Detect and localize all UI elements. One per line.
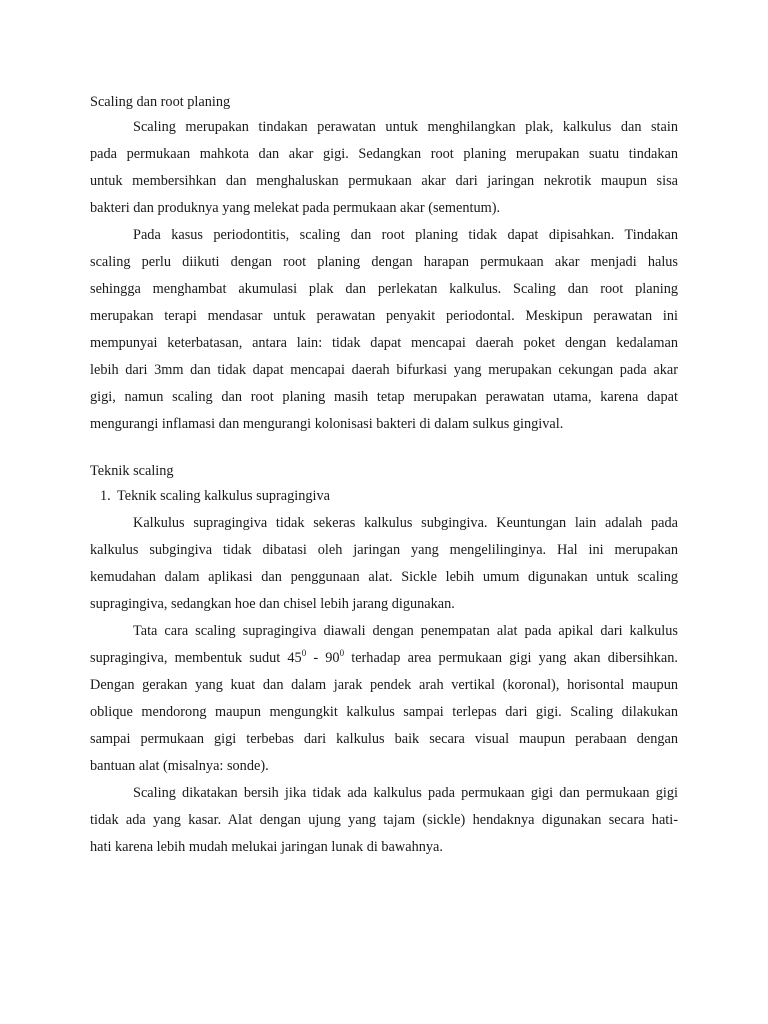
paragraph-line: mengurangi inflamasi dan mengurangi kolonisasi bakteri di dalam sulkus gingival. [90,416,564,432]
paragraph-line: tidak ada yang kasar. Alat dengan ujung yang tajam (sickle) hendaknya digunakan secara hati- [90,812,678,828]
paragraph-line: kemudahan dalam aplikasi dan penggunaan alat. Sickle lebih umum digunakan untuk scaling [90,569,678,585]
angle-text-post: terhadap area permukaan gigi yang akan dibersihkan. [344,650,678,666]
paragraph-line: untuk membersihkan dan menghaluskan permukaan akar dari jaringan nekrotik maupun sisa [90,173,678,189]
degree-superscript: 0 [339,648,345,659]
paragraph-line: sampai permukaan gigi terbebas dari kalkulus baik secara visual maupun perabaan dengan [90,731,678,747]
paragraph-line: Dengan gerakan yang kuat dan dalam jarak pendek arah vertikal (koronal), horisontal maupun [90,677,678,693]
paragraph-line: lebih dari 3mm dan tidak dapat mencapai daerah bifurkasi yang merupakan cekungan pada akar [90,362,678,378]
paragraph-line: gigi, namun scaling dan root planing masih tetap merupakan perawatan utama, karena dapat [90,389,678,405]
list-item-title: Teknik scaling kalkulus supragingiva [117,488,331,504]
paragraph-line: bakteri dan produknya yang melekat pada permukaan akar (sementum). [90,200,501,216]
document-page [90,91,678,861]
paragraph-line: supragingiva, sedangkan hoe dan chisel lebih jarang digunakan. [90,596,455,612]
paragraph-line: pada permukaan mahkota dan akar gigi. Sedangkan root planing merupakan suatu tindakan [90,146,678,162]
paragraph-line: sehingga menghambat akumulasi plak dan perlekatan kalkulus. Scaling dan root planing [90,281,678,297]
angle-text-mid: - 90 [306,650,340,666]
paragraph-line: Scaling merupakan tindakan perawatan untuk menghilangkan plak, kalkulus dan stain [133,119,678,135]
degree-superscript: 0 [301,648,307,659]
paragraph-line: hati karena lebih mudah melukai jaringan lunak di bawahnya. [90,839,443,855]
paragraph-scaling-definition [90,114,678,222]
paragraph-scaling-bersih [90,780,678,861]
paragraph-line: kalkulus subgingiva tidak dibatasi oleh jaringan yang mengelilinginya. Hal ini merupakan [90,542,678,558]
paragraph-line-angle [90,645,678,672]
paragraph-line: merupakan terapi mendasar untuk perawatan penyakit periodontal. Meskipun perawatan ini [90,308,678,324]
paragraph-line: Pada kasus periodontitis, scaling dan root planing tidak dapat dipisahkan. Tindakan [133,227,678,243]
list-item-supragingiva [90,483,678,510]
paragraph-line: bantuan alat (misalnya: sonde). [90,758,269,774]
paragraph-line: Scaling dikatakan bersih jika tidak ada kalkulus pada permukaan gigi dan permukaan gigi [133,785,678,801]
paragraph-periodontitis [90,222,678,438]
paragraph-line: Kalkulus supragingiva tidak sekeras kalkulus subgingiva. Keuntungan lain adalah pada [133,515,678,531]
list-item-number: 1. [100,488,111,504]
paragraph-line: oblique mendorong maupun mengungkit kalkulus sampai terlepas dari gigi. Scaling dilakukan [90,704,678,720]
paragraph-tata-cara [90,618,678,780]
section-title-teknik-scaling: Teknik scaling [90,463,174,479]
paragraph-line: mempunyai keterbatasan, antara lain: tidak dapat mencapai daerah poket dengan kedalaman [90,335,678,351]
section-spacer [90,438,678,460]
angle-text-pre: supragingiva, membentuk sudut 45 [90,650,302,666]
paragraph-line: Tata cara scaling supragingiva diawali dengan penempatan alat pada apikal dari kalkulus [133,623,678,639]
paragraph-kalkulus-supragingiva [90,510,678,618]
paragraph-line: scaling perlu diikuti dengan root planing dengan harapan permukaan akar menjadi halus [90,254,678,270]
section-title-scaling-root-planing: Scaling dan root planing [90,94,231,110]
